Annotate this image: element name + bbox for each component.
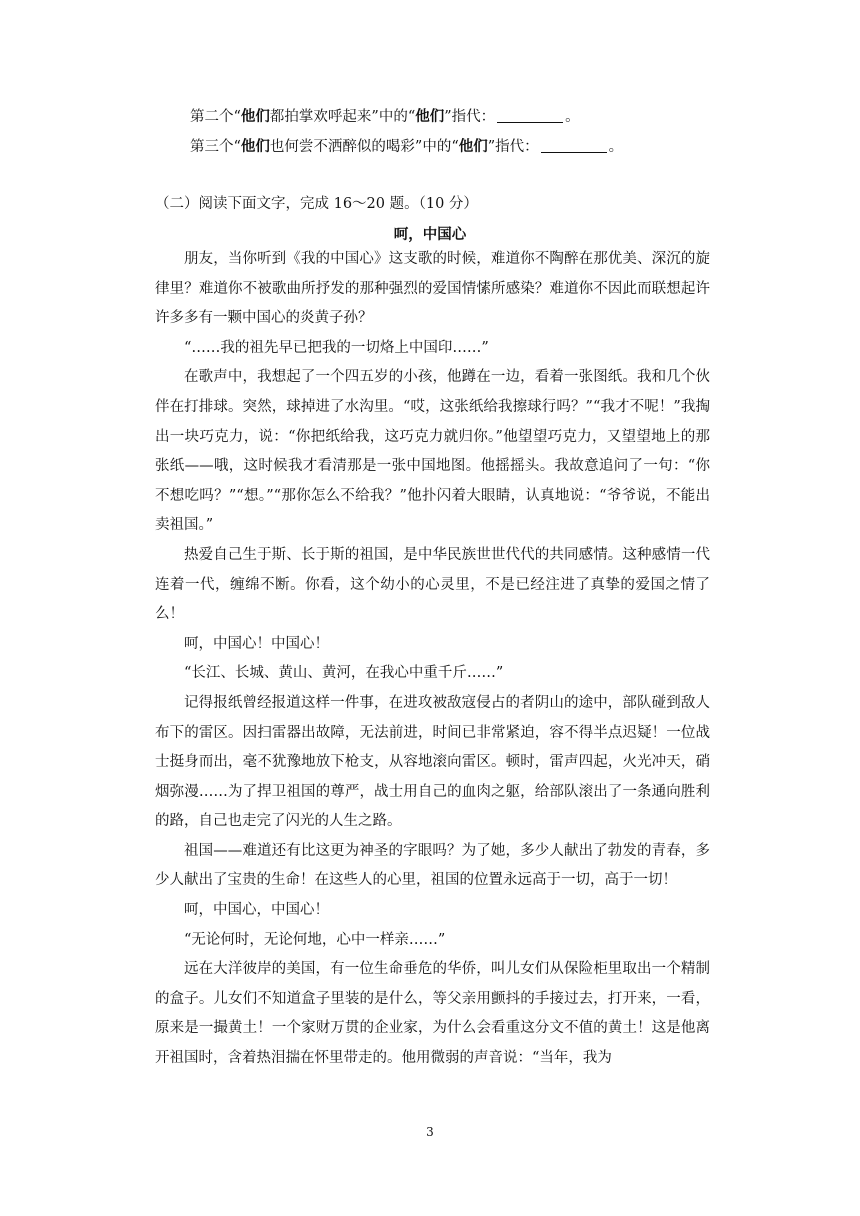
section-heading: （二）阅读下面文字，完成 16～20 题。（10 分） [155,196,478,212]
article-title: 呵，中国心 [393,227,467,243]
page-number: 3 [426,1125,434,1139]
q2-prefix: 第二个“ [190,109,241,125]
paragraph: 热爱自己生于斯、长于斯的祖国，是中华民族世世代代的共同感情。这种感情一代连着一代，缠绵不断。你看，这个幼小的心灵里，不是已经注进了真挚的爱国之情了么！ [155,546,710,623]
q3-suffix: ”指代： [487,139,539,155]
q3-middle: 也何尝不洒醉似的喝彩”中的“ [269,139,459,155]
paragraph: 呵，中国心，中国心！ [184,902,329,919]
q2-bold-word-1: 他们 [240,109,270,125]
q2-bold-word-2: 他们 [415,109,445,125]
q3-prefix: 第三个“ [190,139,241,155]
q3-end: 。 [608,139,624,155]
article-body [155,245,710,1074]
paragraph: 祖国——难道还有比这更为神圣的字眼吗？为了她，多少人献出了勃发的青春，多少人献出了宝贵的生命！在这些人的心里，祖国的位置永远高于一切，高于一切！ [155,842,710,889]
q2-suffix: ”指代： [444,109,496,125]
q3-bold-word-1: 他们 [240,139,270,155]
paragraph: 朋友，当你听到《我的中国心》这支歌的时候，难道你不陶醉在那优美、深沉的旋律里？难道你不被歌曲所抒发的那种强烈的爱国情愫所感染？难道你不因此而联想起许许多多有一颗中国心的炎黄子孙？ [155,251,710,327]
paragraph: 记得报纸曾经报道这样一件事，在进攻被敌寇侵占的者阴山的途中，部队碰到敌人布下的雷区。因扫雷器出故障，无法前进，时间已非常紧迫，容不得半点迟疑！一位战士挺身而出，毫不犹豫地放下枪支，从容地滚向雷区。顿时，雷声四起，火光冲天，硝烟弥漫……为了捍卫祖国的尊严，战士用自己的血肉之躯，给部队滚出了一条通向胜利的路，自己也走完了闪光的人生之路。 [155,694,710,830]
question-line-3 [190,135,623,156]
question-line-2 [190,105,580,126]
paragraph: “……我的祖先早已把我的一切烙上中国印……” [184,339,489,356]
q2-middle: 都拍掌欢呼起来”中的“ [269,109,416,125]
paragraph: 在歌声中，我想起了一个四五岁的小孩，他蹲在一边，看着一张图纸。我和几个伙伴在打排球。突然，球掉进了水沟里。“哎，这张纸给我擦球行吗？”“我才不呢！”我掏出一块巧克力，说：“你把纸给我，这巧克力就归你。”他望望巧克力，又望望地上的那张纸——哦，这时候我才看清那是一张中国地图。他摇摇头。我故意追问了一句：“你不想吃吗？”“想。”“那你怎么不给我？”他扑闪着大眼睛，认真地说：“爷爷说，不能出卖祖国。” [155,369,710,534]
q3-bold-word-2: 他们 [458,139,488,155]
q2-end: 。 [565,109,580,125]
paragraph: “无论何时，无论何地，心中一样亲……” [184,931,446,948]
paragraph: 呵，中国心！中国心！ [184,635,329,652]
answer-blank [541,138,607,153]
paragraph: 远在大洋彼岸的美国，有一位生命垂危的华侨，叫儿女们从保险柜里取出一个精制的盒子。儿女们不知道盒子里装的是什么，等父亲用颤抖的手接过去，打开来，一看，原来是一撮黄土！一个家财万贯的企业家，为什么会看重这分文不值的黄土！这是他离开祖国时，含着热泪揣在怀里带走的。他用微弱的声音说：“当年，我为 [155,961,710,1067]
paragraph: “长江、长城、黄山、黄河，在我心中重千斤……” [184,665,504,682]
answer-blank [497,108,563,123]
